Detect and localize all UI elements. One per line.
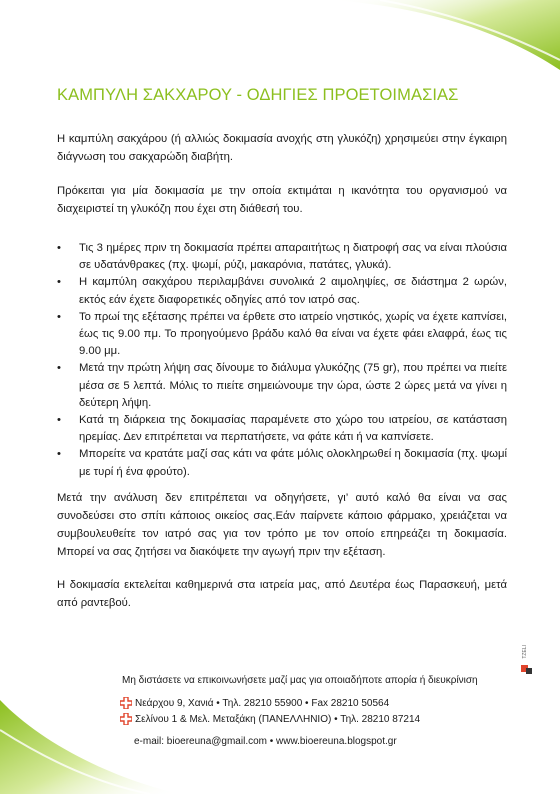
bullet-icon: • bbox=[57, 414, 61, 427]
side-mark: TZELI bbox=[522, 645, 528, 659]
email-and-website: e-mail: bioereuna@gmail.com • www.bioereuna.blogspot.gr bbox=[134, 736, 397, 747]
list-item: • Το πρωί της εξέτασης πρέπει να έρθετε στο ιατρείο νηστικός, χωρίς να έχετε καπνίσει, έως τις 9.00 πμ. Το προηγούμενο βράδυ καλό θα είναι να έχετε φάει ελαφρά, έως τις 9.00 μμ. bbox=[57, 310, 507, 358]
schedule-paragraph: Η δοκιμασία εκτελείται καθημερινά στα ιατρεία μας, από Δευτέρα έως Παρασκευή, μετά από ραντεβού. bbox=[57, 579, 507, 609]
intro-paragraph-2: Πρόκειται για μία δοκιμασία με την οποία εκτιμάται η ικανότητα του οργανισμού να διαχειριστεί τη γλυκόζη που έχει στη διάθεσή του. bbox=[57, 185, 507, 215]
instructions-list bbox=[57, 240, 507, 481]
contact-intro: Μη διστάσετε να επικοινωνήσετε μαζί μας για οποιαδήποτε απορία ή διευκρίνιση bbox=[122, 675, 478, 686]
after-test-paragraph: Μετά την ανάλυση δεν επιτρέπεται να οδηγήσετε, γι’ αυτό καλό θα είναι να σας συνοδεύσει στο σπίτι κάποιος οικείος σας.Εάν παίρνετε κάποιο φάρμακο, χρειάζεται να συμβουλευθείτε τον ιατρό σας για τον τρόπο με τον οποίο επηρεάζει τη δοκιμασία. Μπορεί να σας ζητήσει να διακόψετε την αγωγή πριν την εξέταση. bbox=[57, 492, 507, 558]
list-item: • Κατά τη διάρκεια της δοκιμασίας παραμένετε στο χώρο του ιατρείου, σε κατάσταση ηρεμίας. Δεν επιτρέπεται να περπατήσετε, να φάτε κάτι ή να καπνίσετε. bbox=[57, 414, 507, 444]
bullet-icon: • bbox=[57, 276, 61, 289]
address-panellinio: Σελίνου 1 & Μελ. Μεταξάκη (ΠΑΝΕΛΛΗΝΙΟ) • Τηλ. 28210 87214 bbox=[120, 713, 420, 725]
medical-cross-icon bbox=[120, 713, 132, 725]
list-item: • Μετά την πρώτη λήψη σας δίνουμε το διάλυμα γλυκόζης (75 gr), που πρέπει να πιείτε μέσα σε 5 λεπτά. Μόλις το πιείτε σημειώνουμε την ώρα, ώστε 2 ώρες μετά να γίνει η δεύτερη λήψη. bbox=[57, 362, 507, 409]
intro-paragraph-1: Η καμπύλη σακχάρου (ή αλλιώς δοκιμασία ανοχής στη γλυκόζη) χρησιμεύει στην έγκαιρη διάγνωση του σακχαρώδη διαβήτη. bbox=[57, 133, 507, 163]
list-item: • Τις 3 ημέρες πριν τη δοκιμασία πρέπει απαραιτήτως η διατροφή σας να είναι πλούσια σε υδατάνθρακες (πχ. ψωμί, ρύζι, μακαρόνια, πατάτες, γλυκά). bbox=[57, 242, 507, 272]
list-item: • Μπορείτε να κρατάτε μαζί σας κάτι να φάτε μόλις ολοκληρωθεί η δοκιμασία (πχ. ψωμί με τυρί ή ένα φρούτο). bbox=[57, 448, 507, 478]
bullet-icon: • bbox=[57, 448, 61, 461]
bullet-icon: • bbox=[57, 362, 61, 375]
bullet-icon: • bbox=[57, 310, 61, 323]
bullet-icon: • bbox=[57, 242, 61, 254]
page-title: ΚΑΜΠΥΛΗ ΣΑΚΧΑΡΟΥ - ΟΔΗΓΙΕΣ ΠΡΟΕΤΟΙΜΑΣΙΑΣ bbox=[57, 86, 459, 104]
medical-cross-icon bbox=[120, 697, 132, 709]
list-item: • Η καμπύλη σακχάρου περιλαμβάνει συνολικά 2 αιμοληψίες, σε διάστημα 2 ωρών, εκτός εάν έχετε διαφορετικές οδηγίες από τον ιατρό σας. bbox=[57, 276, 507, 306]
address-chania: Νεάρχου 9, Χανιά • Τηλ. 28210 55900 • Fax 28210 50564 bbox=[120, 697, 389, 709]
